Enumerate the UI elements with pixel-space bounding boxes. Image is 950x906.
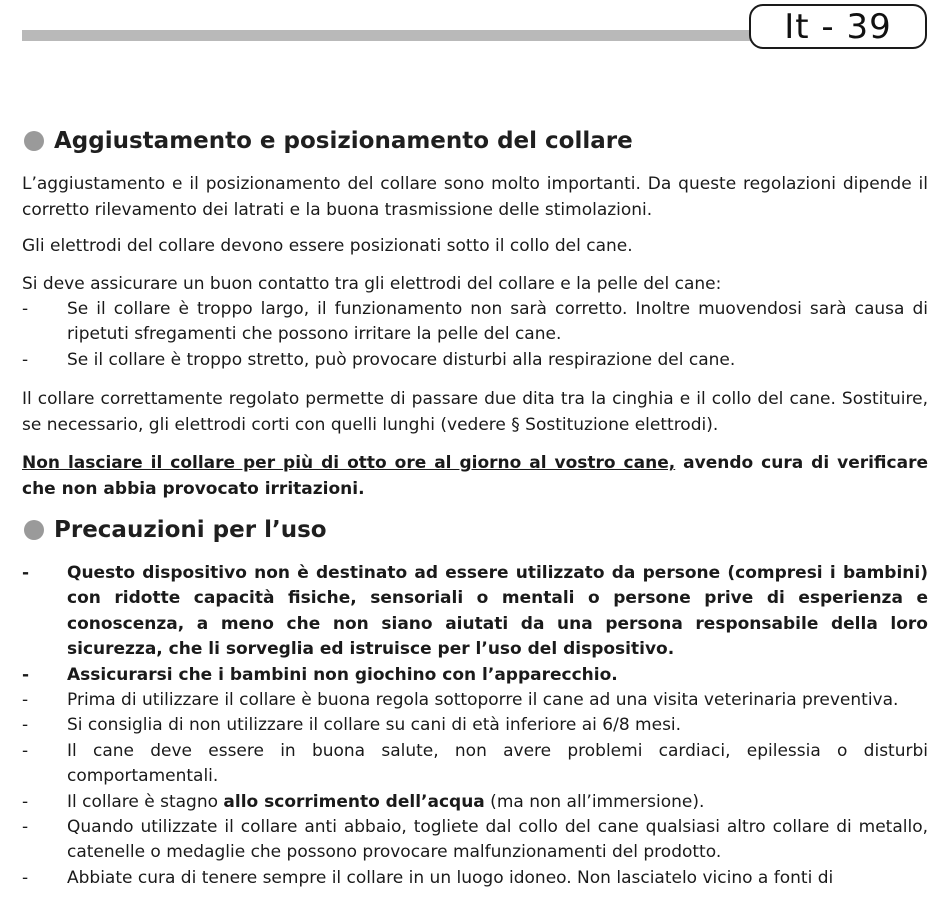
section-title: Aggiustamento e posizionamento del collare <box>54 128 633 154</box>
list-item-text: Questo dispositivo non è destinato ad essere utilizzato da persone (compresi i bambini) con ridotte capacità fisiche, sensoriali o mentali o persone prive di esperienza e conoscenza, a meno che non siano aiutati da una persona responsabile della loro sicurezza, che li sorveglia ed istruisce per l’uso del dispositivo. <box>67 563 928 660</box>
adjustment-list <box>22 297 928 373</box>
list-dash: - <box>22 817 29 838</box>
list-item <box>22 815 928 866</box>
list-dash: - <box>22 867 29 888</box>
paragraph-intro: L’aggiustamento e il posizionamento del collare sono molto importanti. Da queste regolazioni dipende il corretto rilevamento dei latrati e la buona trasmissione delle stimolazioni. <box>22 174 928 220</box>
list-item-text: Si consiglia di non utilizzare il collare su cani di età inferiore ai 6/8 mesi. <box>67 715 682 736</box>
warning-rest: avendo cura di verificare che non abbia provocato irritazioni. <box>22 453 928 499</box>
list-item <box>22 713 928 738</box>
paragraph-electrodes: Gli elettrodi del collare devono essere posizionati sotto il collo del cane. <box>22 236 633 256</box>
list-item <box>22 790 928 815</box>
section-title: Precauzioni per l’uso <box>54 517 327 543</box>
list-dash: - <box>22 299 29 319</box>
list-item <box>22 663 928 688</box>
bullet-circle-icon <box>24 131 44 151</box>
list-item-text: Assicurarsi che i bambini non giochino con l’apparecchio. <box>67 664 618 685</box>
precautions-list <box>22 561 928 891</box>
list-item <box>22 297 928 348</box>
list-dash: - <box>22 349 29 370</box>
list-dash: - <box>22 715 29 736</box>
list-dash: - <box>22 664 30 685</box>
list-dash: - <box>22 791 29 812</box>
section-heading-adjustment <box>24 128 633 154</box>
section-heading-precautions <box>24 517 327 543</box>
list-item-text: Il cane deve essere in buona salute, non avere problemi cardiaci, epilessia o disturbi comportamentali. <box>67 740 928 787</box>
list-item-text-bold: allo scorrimento dell’acqua <box>223 791 485 812</box>
list-item-text: Quando utilizzate il collare anti abbaio, togliete dal collo del cane qualsiasi altro collare di metallo, catenelle o medaglie che possono provocare malfunzionamenti del prodotto. <box>67 817 928 863</box>
list-dash: - <box>22 740 29 761</box>
paragraph-correct-fit: Il collare correttamente regolato permette di passare due dita tra la cinghia e il collo del cane. Sostituire, se necessario, gli elettrodi corti con quelli lunghi (vedere § Sostituzione elettrodi). <box>22 389 928 435</box>
list-item-text: Abbiate cura di tenere sempre il collare in un luogo idoneo. Non lasciatelo vicino a fonti di <box>67 867 834 888</box>
header-rule <box>22 30 757 41</box>
paragraph-contact: Si deve assicurare un buon contatto tra gli elettrodi del collare e la pelle del cane: <box>22 274 722 294</box>
list-item <box>22 739 928 790</box>
page-number: It - 39 <box>784 6 892 47</box>
paragraph-warning <box>22 451 928 502</box>
list-item-text-before: Il collare è stagno <box>67 791 224 812</box>
list-item <box>22 561 928 663</box>
list-item-text: Prima di utilizzare il collare è buona regola sottoporre il cane ad una visita veterinaria preventiva. <box>67 690 899 711</box>
list-item <box>22 348 928 373</box>
warning-underlined: Non lasciare il collare per più di otto ore al giorno al vostro cane, <box>22 453 676 473</box>
list-item-text: Se il collare è troppo stretto, può provocare disturbi alla respirazione del cane. <box>67 349 736 370</box>
list-item-text: Se il collare è troppo largo, il funzionamento non sarà corretto. Inoltre muovendosi sarà causa di ripetuti sfregamenti che possono irritare la pelle del cane. <box>67 299 928 345</box>
list-item-text-after: (ma non all’immersione). <box>484 791 705 812</box>
list-item <box>22 866 928 891</box>
list-item <box>22 688 928 713</box>
page-number-badge <box>749 4 927 49</box>
list-dash: - <box>22 563 30 583</box>
bullet-circle-icon <box>24 520 44 540</box>
list-dash: - <box>22 690 29 711</box>
